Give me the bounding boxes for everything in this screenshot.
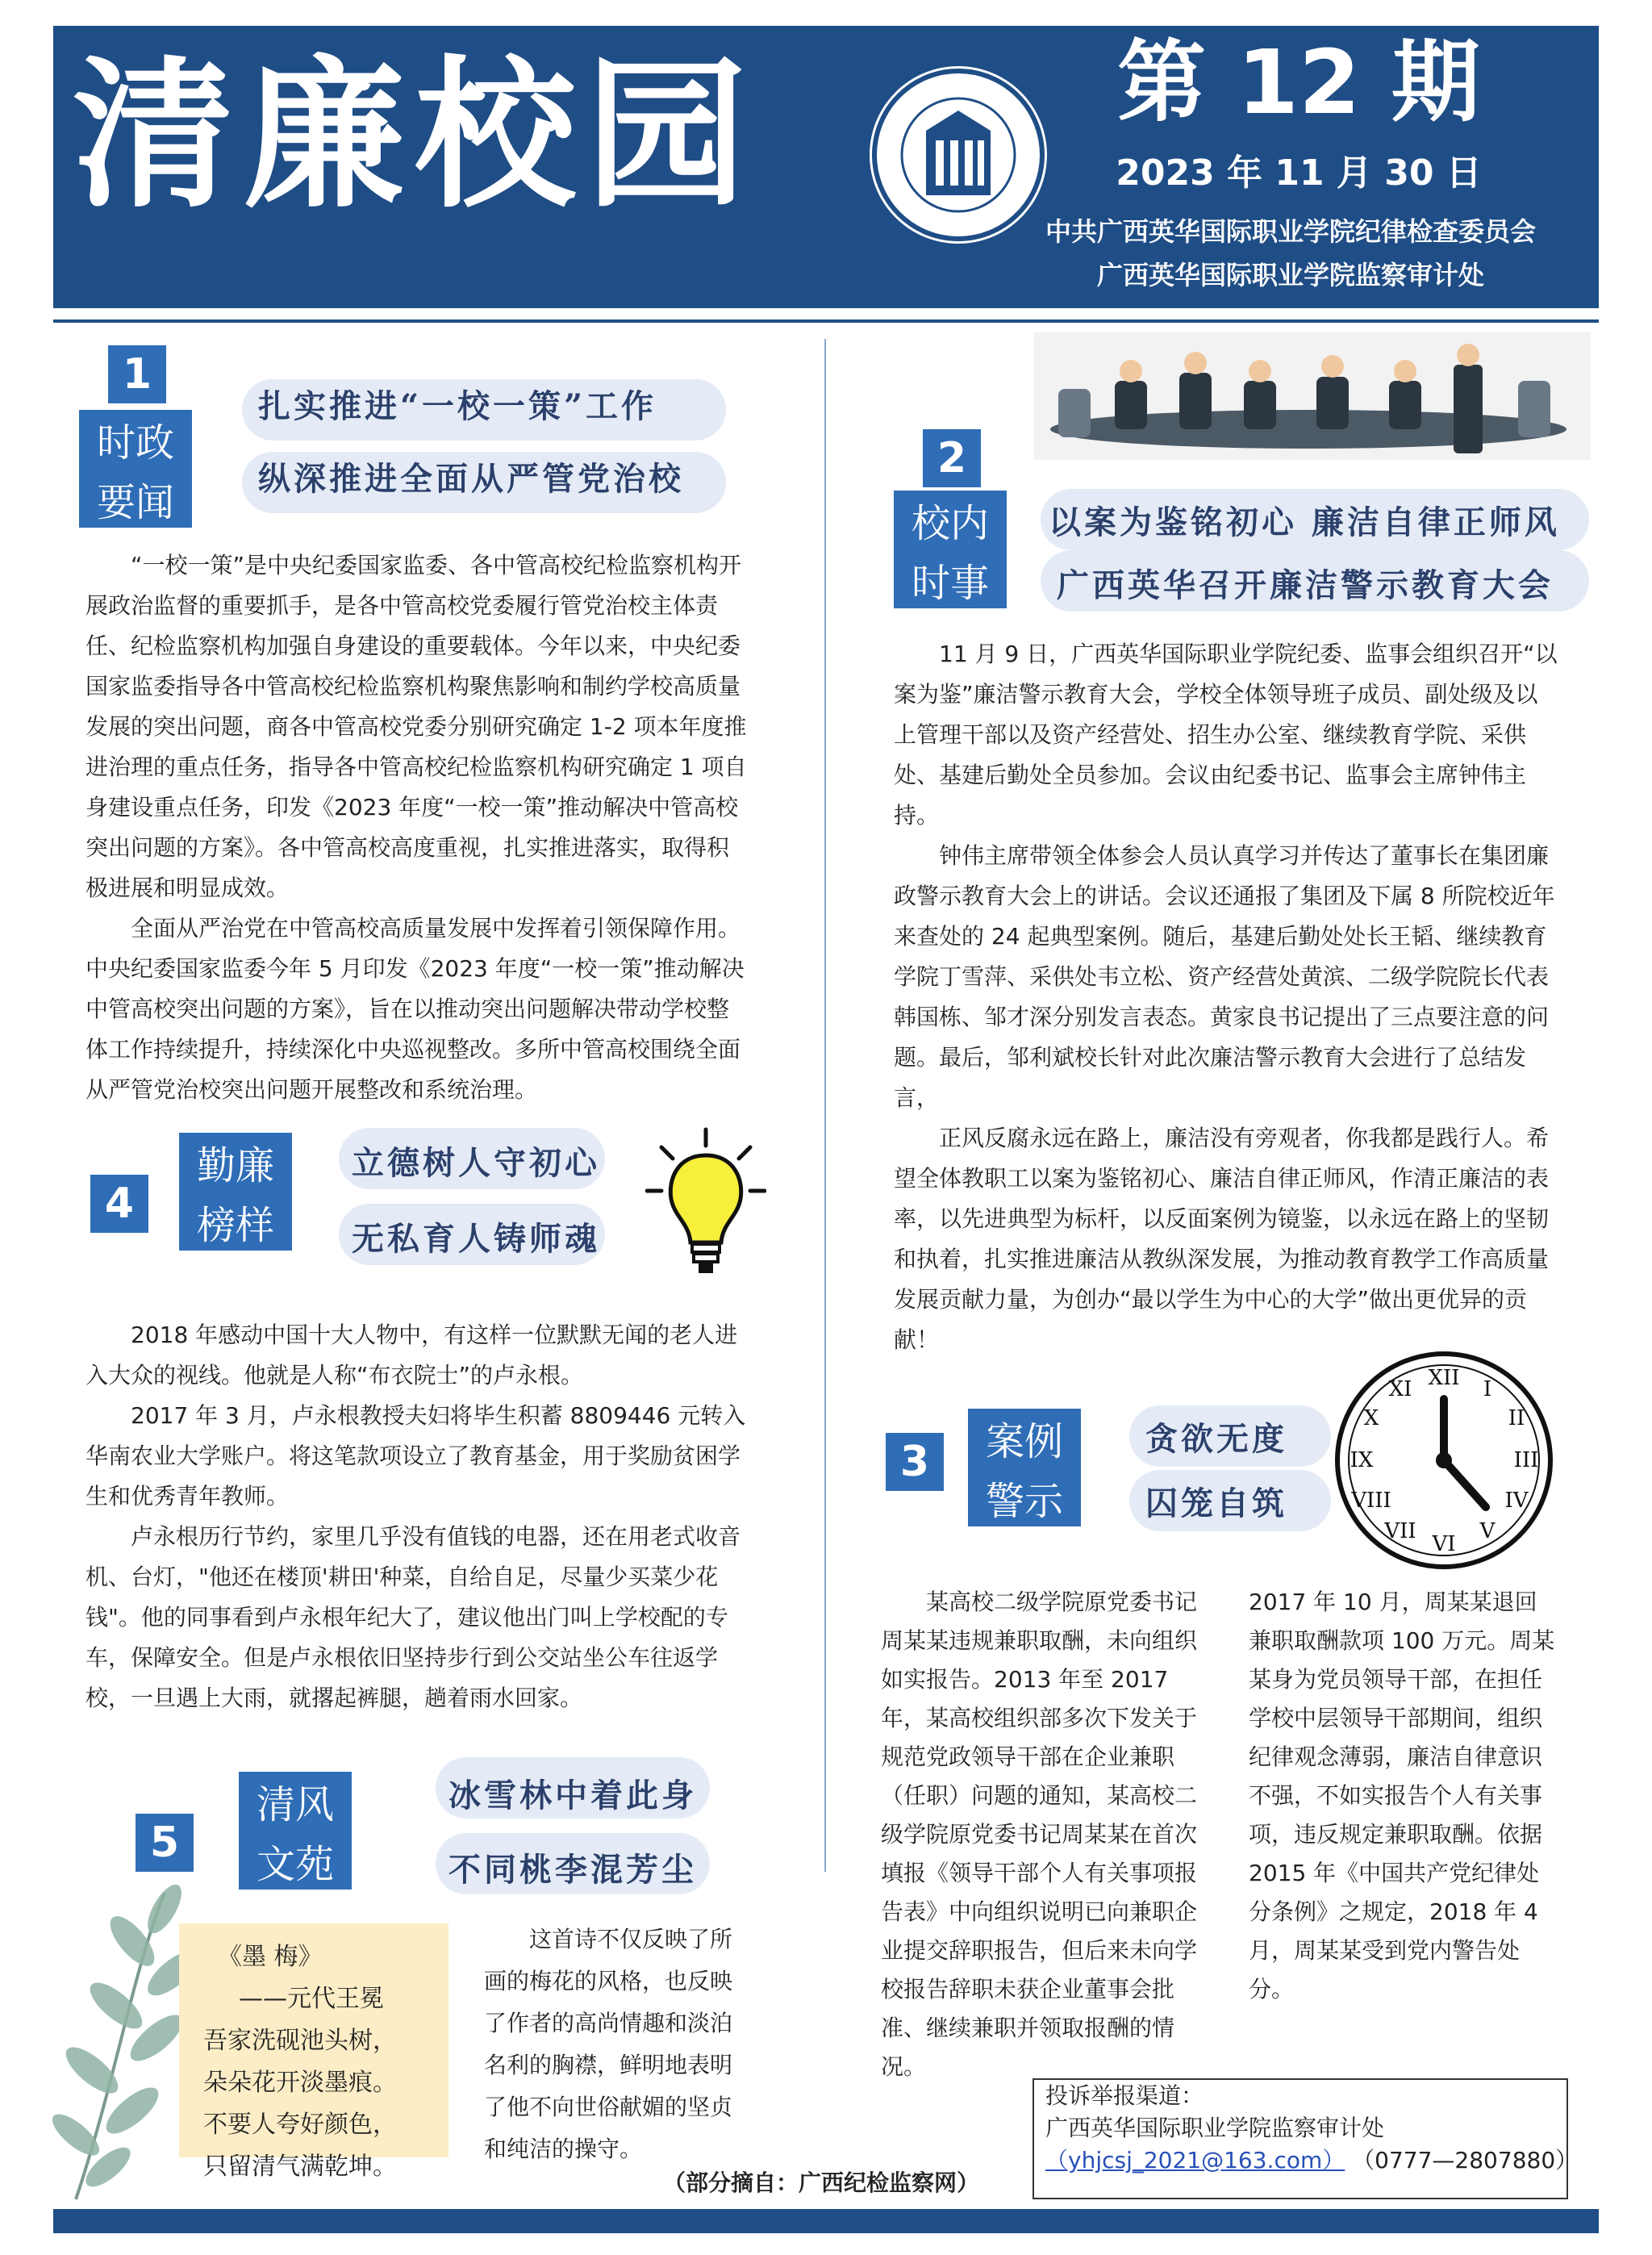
paragraph: 2017 年 3 月，卢永根教授夫妇将毕生积蓄 8809446 元转入华南农业大学账户。将这笔款项设立了教育基金，用于奖励贫困学生和优秀青年教师。 bbox=[86, 1402, 746, 1510]
section-2-headline-2: 广西英华召开廉洁警示教育大会 bbox=[1057, 566, 1554, 604]
section-3-body-right bbox=[1249, 1583, 1555, 2009]
section-1-body bbox=[86, 545, 747, 1110]
report-email-link[interactable]: （yhjcsj_2021@163.com） bbox=[1045, 2147, 1345, 2174]
section-3-body-left bbox=[881, 1583, 1207, 2086]
svg-text:IX: IX bbox=[1350, 1448, 1374, 1472]
svg-text:X: X bbox=[1363, 1406, 1379, 1430]
section-2-body bbox=[894, 634, 1558, 1360]
svg-text:IV: IV bbox=[1504, 1489, 1529, 1513]
issue-date: 2023 年 11 月 30 日 bbox=[1116, 152, 1482, 194]
category-line: 警示 bbox=[985, 1479, 1063, 1525]
paragraph: “一校一策”是中央纪委国家监委、各中管高校纪检监察机构开展政治监督的重要抓手，是各中管高校党委履行管党治校主体责任、纪检监察机构加强自身建设的重要载体。今年以来，中央纪委国家监委指导各中管高校纪检监察机构聚焦影响和制约学校高质量发展的突出问题，商各中管高校党委分别研究确定 1-2 项本年度推进治理的重点任务，指导各中管高校纪检监察机构研究确定 1 项自身建设重点任务，印发《2023 年度“一校一策”推动解决中管高校突出问题的方案》。各中管高校高度重视，扎实推进落实，取得积极进展和明显成效。 bbox=[86, 552, 747, 901]
svg-text:VII: VII bbox=[1384, 1519, 1416, 1543]
poem-title: 《墨 梅》 bbox=[218, 1943, 323, 1971]
paragraph: 正风反腐永远在路上，廉洁没有旁观者，你我都是践行人。希望全体教职工以案为鉴铭初心、廉洁自律正师风，作清正廉洁的表率，以先进典型为标杆，以反面案例为镜鉴，以永远在路上的坚韧和执着，扎实推进廉洁从教纵深发展，为推动教育教学工作高质量发展贡献力量，为创办“最以学生为中心的大学”做出更优异的贡献！ bbox=[894, 1125, 1550, 1353]
section-3-headline-1: 贪欲无度 bbox=[1145, 1420, 1287, 1458]
column-divider bbox=[824, 339, 826, 1872]
section-number-5: 5 bbox=[136, 1814, 194, 1872]
paragraph: 某高校二级学院原党委书记周某某违规兼职取酬，未向组织如实报告。2013 年至 2017 年，某高校组织部多次下发关于规范党政领导干部在企业兼职（任职）问题的通知，某高校二级学院原党委书记周某某在首次填报《领导干部个人有关事项报告表》中向组织说明已向兼职企业提交辞职报告，但后来未向学校报告辞职未获企业董事会批准、继续兼职并领取报酬的情况。 bbox=[881, 1589, 1198, 2080]
section-5-headline-1: 冰雪林中着此身 bbox=[448, 1777, 697, 1814]
svg-text:VIII: VIII bbox=[1351, 1489, 1391, 1513]
section-category-5 bbox=[239, 1772, 352, 1890]
report-channel-box bbox=[1032, 2078, 1579, 2199]
category-line: 榜样 bbox=[196, 1203, 274, 1249]
poem-commentary bbox=[484, 1919, 742, 2170]
section-4-headline-1: 立德树人守初心 bbox=[352, 1144, 600, 1182]
category-line: 案例 bbox=[985, 1419, 1063, 1464]
category-line: 文苑 bbox=[256, 1842, 334, 1888]
poem-line: 吾家洗砚池头树， bbox=[203, 2027, 397, 2055]
poem-line: 只留清气满乾坤。 bbox=[203, 2153, 397, 2181]
category-line: 时事 bbox=[911, 561, 989, 607]
report-channel-office: 广西英华国际职业学院监察审计处 bbox=[1045, 2115, 1385, 2141]
clock-icon bbox=[1333, 1349, 1555, 1572]
publisher-line-2: 广西英华国际职业学院监察审计处 bbox=[1096, 260, 1484, 290]
svg-text:V: V bbox=[1479, 1519, 1496, 1543]
source-note: （部分摘自：广西纪检监察网） bbox=[663, 2169, 980, 2196]
paragraph: 2018 年感动中国十大人物中，有这样一位默默无闻的老人进入大众的视线。他就是人称“布衣院士”的卢永根。 bbox=[86, 1322, 738, 1388]
report-channel-title: 投诉举报渠道： bbox=[1045, 2082, 1204, 2109]
paragraph: 钟伟主席带领全体参会人员认真学习并传达了董事长在集团廉政警示教育大会上的讲话。会议还通报了集团及下属 8 所院校近年来查处的 24 起典型案例。随后，基建后勤处处长王韬、继续教育学院丁雪萍、采供处韦立松、资产经营处黄滨、二级学院院长代表韩国栋、邹才深分别发言表态。黄家良书记提出了三点要注意的问题。最后，邹利斌校长针对此次廉洁警示教育大会进行了总结发言， bbox=[894, 842, 1555, 1111]
svg-text:I: I bbox=[1483, 1377, 1492, 1401]
svg-text:VI: VI bbox=[1432, 1532, 1456, 1556]
masthead-title: 清廉校园 bbox=[73, 40, 757, 230]
section-3-headline-2: 囚笼自筑 bbox=[1145, 1485, 1287, 1522]
section-1-headline-2: 纵深推进全面从严管党治校 bbox=[258, 460, 684, 498]
section-category-3 bbox=[968, 1409, 1081, 1526]
report-phone: （0777—2807880） bbox=[1352, 2147, 1579, 2174]
section-4-body bbox=[86, 1315, 755, 1718]
section-category-4 bbox=[179, 1133, 292, 1251]
section-number-4: 4 bbox=[90, 1175, 148, 1233]
paragraph: 2017 年 10 月，周某某退回兼职取酬款项 100 万元。周某某身为党员领导干部，在担任学校中层领导干部期间，组织纪律观念薄弱，廉洁自律意识不强，不如实报告个人有关事项，违反规定兼职取酬。依据 2015 年《中国共产党纪律处分条例》之规定，2018 年 4 月，周某某受到党内警告处分。 bbox=[1249, 1589, 1555, 2002]
paragraph: 全面从严治党在中管高校高质量发展中发挥着引领保障作用。中央纪委国家监委今年 5 月印发《2023 年度“一校一策”推动解决中管高校突出问题的方案》，旨在以推动突出问题解决带动学校整体工作持续提升，持续深化中央巡视整改。多所中管高校围绕全面从严管党治校突出问题开展整改和系统治理。 bbox=[86, 915, 745, 1103]
issue-number: 第 12 期 bbox=[1117, 31, 1480, 134]
publisher-line-1: 中共广西英华国际职业学院纪律检查委员会 bbox=[1045, 216, 1536, 247]
section-number-2: 2 bbox=[923, 429, 981, 487]
poem-line: 不要人夸好颜色， bbox=[203, 2111, 397, 2139]
meeting-illustration bbox=[1034, 332, 1591, 460]
section-2-headline-1: 以案为鉴铭初心 廉洁自律正师风 bbox=[1049, 503, 1560, 541]
category-line: 时政 bbox=[96, 420, 174, 466]
poem-author: ——元代王冕 bbox=[239, 1985, 384, 2013]
poem-line: 朵朵花开淡墨痕。 bbox=[203, 2069, 397, 2097]
paragraph: 这首诗不仅反映了所画的梅花的风格，也反映了作者的高尚情趣和淡泊名利的胸襟，鲜明地表明了他不向世俗献媚的坚贞和纯洁的操守。 bbox=[484, 1926, 733, 2162]
section-5-headline-2: 不同桃李混芳尘 bbox=[448, 1851, 697, 1889]
svg-text:XI: XI bbox=[1388, 1377, 1412, 1401]
section-category-1 bbox=[79, 410, 192, 528]
section-category-2 bbox=[894, 491, 1007, 608]
category-line: 要闻 bbox=[96, 480, 174, 526]
section-number-3: 3 bbox=[886, 1433, 944, 1491]
category-line: 勤廉 bbox=[196, 1143, 274, 1188]
svg-text:XII: XII bbox=[1428, 1366, 1460, 1390]
category-line: 清风 bbox=[256, 1782, 334, 1827]
top-divider bbox=[53, 319, 1599, 323]
paragraph: 卢永根历行节约，家里几乎没有值钱的电器，还在用老式收音机、台灯，"他还在楼顶'耕田'种菜，自给自足，尽量少买菜少花钱"。他的同事看到卢永根年纪大了，建议他出门叫上学校配的专车，保障安全。但是卢永根依旧坚持步行到公交站坐公车往返学校，一旦遇上大雨，就撂起裤腿，趟着雨水回家。 bbox=[86, 1523, 741, 1711]
paragraph: 11 月 9 日，广西英华国际职业学院纪委、监事会组织召开“以案为鉴”廉洁警示教育大会，学校全体领导班子成员、副处级及以上管理干部以及资产经营处、招生办公室、继续教育学院、采供处、基建后勤处全员参加。会议由纪委书记、监事会主席钟伟主持。 bbox=[894, 641, 1558, 829]
lightbulb-icon bbox=[645, 1126, 766, 1280]
section-1-headline-1: 扎实推进“一校一策”工作 bbox=[258, 387, 657, 425]
svg-text:II: II bbox=[1508, 1406, 1525, 1430]
section-number-1: 1 bbox=[108, 345, 166, 403]
category-line: 校内 bbox=[911, 501, 989, 546]
svg-text:III: III bbox=[1513, 1448, 1539, 1472]
section-4-headline-2: 无私育人铸师魂 bbox=[352, 1220, 600, 1258]
bottom-banner bbox=[53, 2209, 1599, 2233]
